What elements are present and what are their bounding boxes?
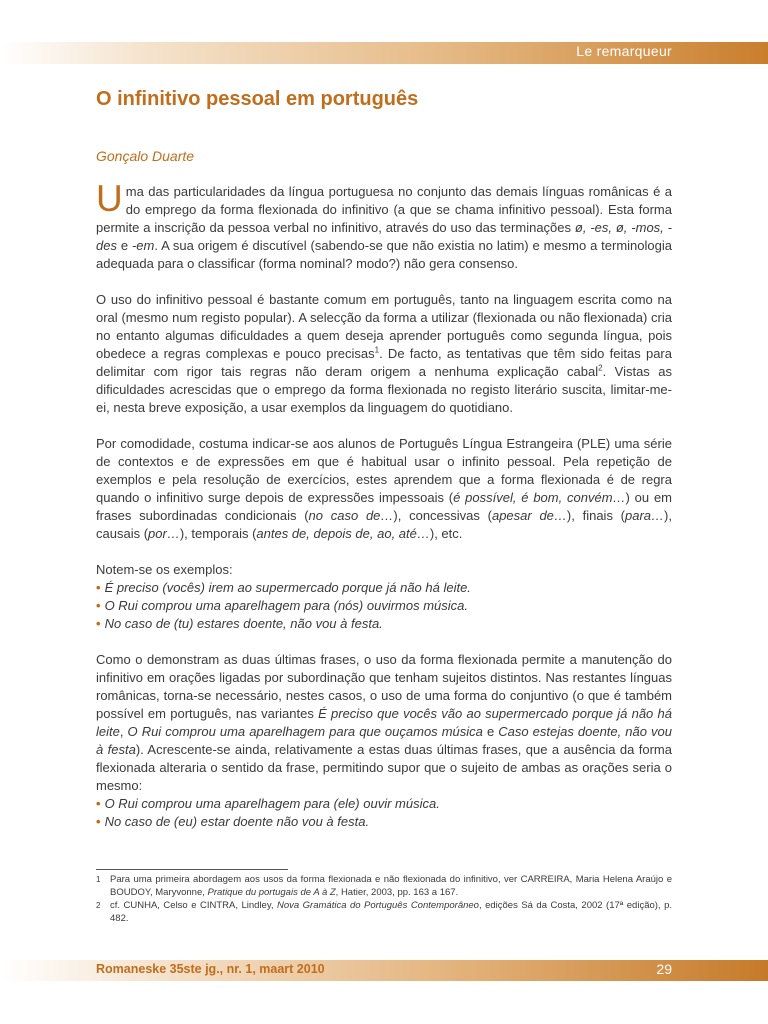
article-author: Gonçalo Duarte: [96, 148, 195, 164]
footnote-ref: 1: [374, 345, 380, 355]
italic-text: O Rui comprou uma aparelhagem para que ouçamos música: [127, 724, 483, 739]
article-body: [96, 178, 673, 831]
section-label: Le remarqueur: [576, 43, 672, 59]
bullet-icon: •: [96, 814, 101, 829]
list-item: • O Rui comprou uma aparelhagem para (nós) ouvirmos música.: [96, 598, 468, 613]
bullet-icon: •: [96, 598, 101, 613]
footer-band: [0, 960, 768, 981]
paragraph-4: Como o demonstram as duas últimas frases, o uso da forma flexionada permite a manutenção do infinitivo em orações ligadas por subordinação que tenham sujeitos distintos. Nas restantes línguas românicas, torna-se necessário, nestes casos, o uso de uma forma do conjuntivo (o que é também possível em português, nas variantes É preciso que vocês vão ao supermercado porque já não há leite, O Rui comprou uma aparelhagem para que ouçamos música e Caso estejas doente, não vou à festa). Acrescente-se ainda, relativamente a estas duas últimas frases, que a ausência da forma flexionada alteraria o sentido da frase, permitindo supor que o sujeito de ambas as orações seria o mesmo:: [96, 652, 672, 793]
italic-text: Caso estejas doente, não vou à festa: [96, 724, 672, 757]
italic-text: no caso de…: [308, 508, 394, 523]
footnotes: [96, 873, 672, 925]
italic-text: ø, -es, ø, -mos, -des: [96, 220, 672, 253]
footnote-1: 1 Para uma primeira abordagem aos usos da forma flexionada e não flexionada do infinitivo, ver CARREIRA, Maria Helena Araújo e BOUDOY, Maryvonne, Pratique du portugais de A à Z, Hatier, 2003, pp. 163 a 167.: [96, 874, 672, 898]
journal-citation: Romaneske 35ste jg., nr. 1, maart 2010: [96, 962, 325, 976]
list-item: • No caso de (eu) estar doente não vou à festa.: [96, 814, 370, 829]
bullet-icon: •: [96, 616, 101, 631]
bullet-icon: •: [96, 796, 101, 811]
italic-text: -em: [131, 238, 155, 253]
footnote-ref: 2: [598, 363, 603, 373]
footnote-number: 2: [96, 901, 101, 910]
italic-text: apesar de…: [491, 508, 567, 523]
footnote-number: 1: [96, 875, 101, 884]
bullet-icon: •: [96, 580, 101, 595]
italic-text: é possível, é bom, convém…: [453, 490, 626, 505]
italic-text: para…: [625, 508, 665, 523]
paragraph-3: Por comodidade, costuma indicar-se aos alunos de Português Língua Estrangeira (PLE) uma série de contextos e de expressões em que é habitual usar o infinito pessoal. Pela repetição de exemplos e pela resolução de exercícios, estes aprendem que a forma flexionada é de regra quando o infinitivo surge depois de expressões impessoais (é possível, é bom, convém…) ou em frases subordinadas condicionais (no caso de…), concessivas (apesar de…), finais (para…), causais (por…), temporais (antes de, depois de, ao, até…), etc.: [96, 436, 673, 541]
paragraph-2: O uso do infinitivo pessoal é bastante comum em português, tanto na linguagem escrita como na oral (mesmo num registo popular). A selecção da forma a utilizar (flexionada ou não flexionada) cria no entanto algumas dificuldades a quem deseja aprender português como segunda língua, pois obedece a regras complexas e pouco precisas$^1$. De facto, as tentativas que têm sido feitas para delimitar com rigor tais regras não deram origem a nenhuma explicação cabal$^2$. Vistas as dificuldades acrescidas que o emprego da forma flexionada no registo literário suscita, limitar-me-ei, nesta breve exposição, a usar exemplos da linguagem do quotidiano.: [96, 292, 673, 415]
footnote-divider: [96, 869, 288, 870]
footnote-2: 2 cf. CUNHA, Celso e CINTRA, Lindley, Nova Gramática do Português Contemporâneo, edições Sá da Costa, 2002 (17ª edição), p. 482.: [96, 900, 672, 924]
drop-cap: U: [96, 178, 123, 219]
italic-text: por…: [148, 526, 180, 541]
paragraph-1: U ma das particularidades da língua portuguesa no conjunto das demais línguas românicas é a do emprego da forma flexionada do infinitivo (a que se chama infinitivo pessoal). Esta forma permite a inscrição da pessoa verbal no infinitivo, através do uso das terminações ø, -es, ø, -mos, -des e -em. A sua origem é discutível (sabendo-se que não existia no latim) e mesmo a terminologia adequada para o classificar (forma nominal? modo?) não gera consenso.: [96, 178, 672, 271]
list-item: • No caso de (tu) estares doente, não vou à festa.: [96, 616, 383, 631]
header-band: [0, 42, 768, 64]
examples-list-1: [96, 579, 672, 633]
italic-text: antes de, depois de, ao, até…: [256, 526, 430, 541]
list-item: • É preciso (vocês) irem ao supermercado porque já não há leite.: [96, 580, 471, 595]
examples-list-2: [96, 795, 672, 831]
italic-text: Nova Gramática do Português Contemporâneo: [277, 900, 479, 911]
article-title: O infinitivo pessoal em português: [96, 88, 419, 110]
page-number: 29: [656, 961, 672, 977]
examples-intro: Notem-se os exemplos:: [96, 562, 233, 577]
italic-text: É preciso que vocês vão ao supermercado porque já não há leite: [96, 706, 672, 739]
list-item: • O Rui comprou uma aparelhagem para (ele) ouvir música.: [96, 796, 440, 811]
italic-text: Pratique du portugais de A à Z: [207, 887, 336, 898]
